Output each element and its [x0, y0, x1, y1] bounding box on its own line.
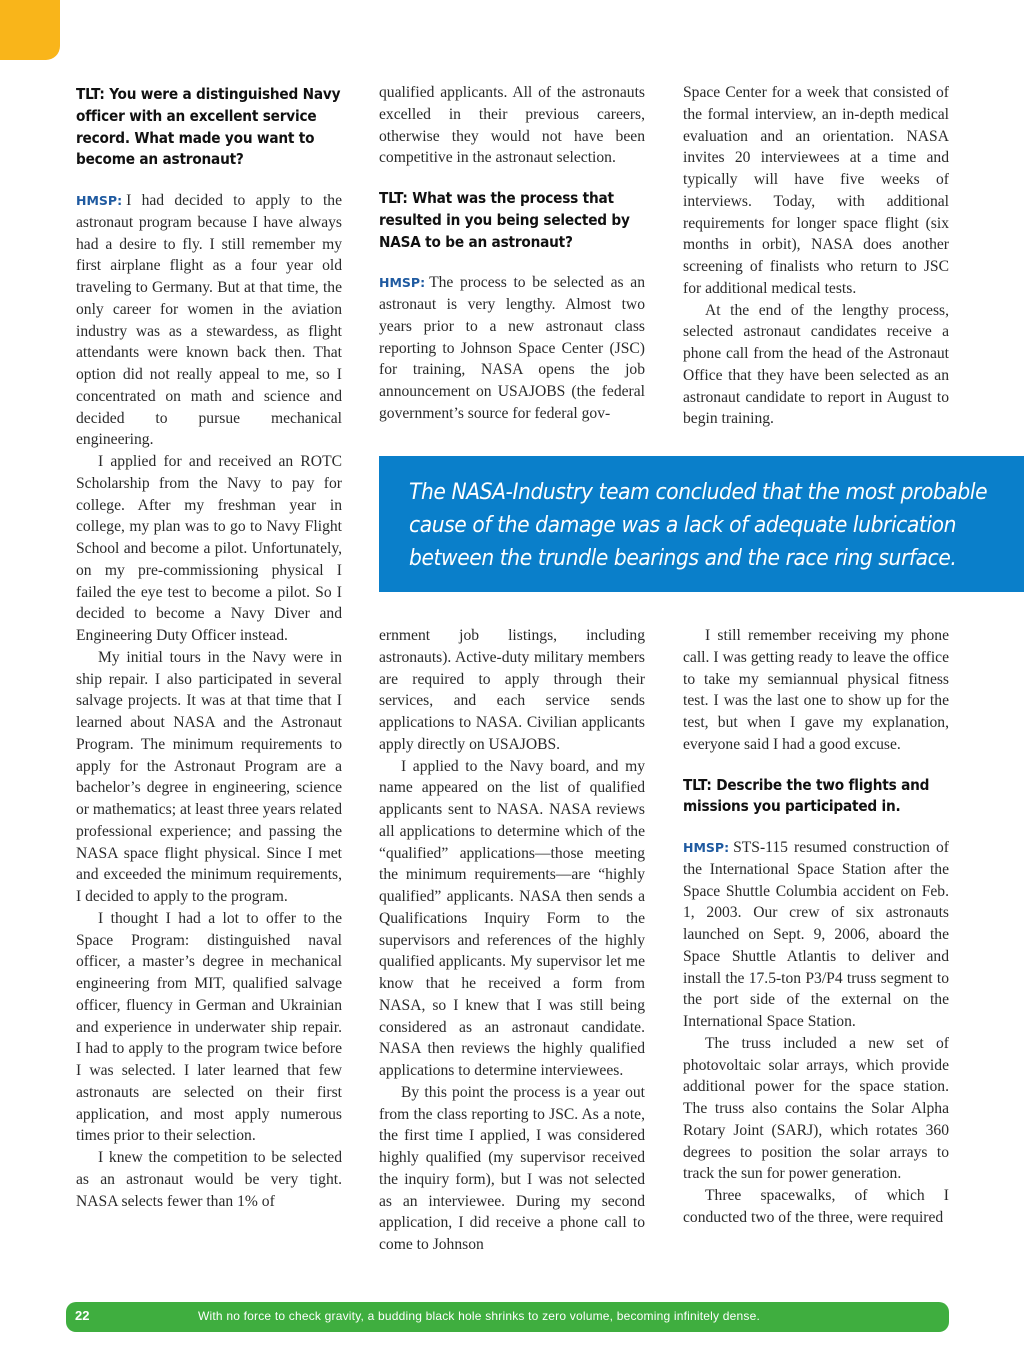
body-paragraph: I knew the competition to be selected as an astronaut would be very tight. NASA selects fewer than 1% of	[76, 1149, 342, 1210]
body-paragraph: At the end of the lengthy process, selected astronaut candidates receive a phone call from the head of the Astronaut Office that they have been selected as an astronaut candidate to report in August to begin training.	[683, 301, 949, 428]
body-paragraph: I applied to the Navy board, and my name appeared on the list of qualified applicants sent to NASA. NASA reviews all applications to determine which of the “qualified” applications—those meeting the minimum requirements—are “highly qualified” applicants. NASA then sends a Qualifications Inquiry Form to the supervisors and references of the highly qualified applicants. My supervisor let me know that he received a form from NASA, so I knew that I was still being considered as an astronaut candidate. NASA then reviews the highly qualified applications to determine interviewees.	[379, 757, 645, 1079]
body-paragraph: Space Center for a week that consisted of the formal interview, an in-depth medical evaluation and an orientation. NASA invites 20 interviewees at a time and typically will have five weeks of interviews. Today, with additional requirements for longer space flight (six months in orbit), NASA does another screening of finalists who return to JSC for additional medical tests.	[683, 84, 949, 297]
speaker-label: HMSP:	[683, 840, 730, 855]
body-paragraph: I still remember receiving my phone call. I was getting ready to leave the office to take my semiannual physical fitness test. I was the last one to show up for the test, but when I gave my explanation, everyone said I had a good excuse.	[683, 627, 949, 753]
body-paragraph: My initial tours in the Navy were in ship repair. I also participated in several salvage projects. It was at that time that I learned about NASA and the Astronaut Program. The minimum requirements to apply for the Astronaut Program are a bachelor’s degree in engineering, science or mathematics; at least three years related professional experience; and passing the NASA space flight physical. Since I met and exceeded the minimum requirements, I decided to apply to the program.	[76, 648, 342, 905]
column-3-bottom	[683, 625, 949, 1229]
question-heading: TLT: You were a distinguished Navy officer with an excellent service record. What made you want to become an astronaut?	[76, 85, 341, 169]
body-paragraph: ernment job listings, including astronauts). Active-duty military members are required to apply through their services, and each service sends applications to NASA. Civilian applicants apply directly on USAJOBS.	[379, 627, 645, 753]
answer-paragraph	[683, 837, 949, 1033]
answer-paragraph	[379, 272, 645, 424]
answer-paragraph	[76, 190, 342, 451]
answer-text: STS-115 resumed construction of the International Space Station after the Space Shuttle Columbia accident on Feb. 1, 2003. Our crew of six astronauts launched on Sept. 9, 2006, aboard the Space Shuttle Atlantis to deliver and install the 17.5-ton P3/P4 truss segment to the port side of the external on the International Space Station.	[683, 839, 949, 1030]
column-3-top	[683, 82, 949, 430]
body-paragraph: Three spacewalks, of which I conducted two of the three, were required	[683, 1187, 949, 1226]
column-2-top	[379, 82, 645, 425]
question-heading: TLT: What was the process that resulted in you being selected by NASA to be an astronaut?	[379, 189, 630, 251]
corner-tab-decoration	[0, 0, 60, 60]
pull-quote: The NASA-Industry team concluded that the most probable cause of the damage was a lack of adequate lubrication between the trundle bearings and the race ring surface.	[379, 456, 1024, 592]
body-paragraph: qualified applicants. All of the astronauts excelled in their previous careers, otherwise they would not have been competitive in the astronaut selection.	[379, 84, 645, 167]
speaker-label: HMSP:	[379, 275, 426, 291]
column-1	[76, 84, 342, 1212]
body-paragraph: I applied for and received an ROTC Scholarship from the Navy to pay for college. After my freshman year in college, my plan was to go to Navy Flight School and become a pilot. Unfortunately, on my pre-commissioning physical I failed the eye test to become a pilot. So I decided to become a Navy Diver and Engineering Duty Officer instead.	[76, 453, 342, 644]
answer-text: The process to be selected as an astronaut is very lengthy. Almost two years prior to a new astronaut class reporting to Johnson Space Center (JSC) for training, NASA opens the job announcement on USAJOBS (the federal government’s source for federal gov-	[379, 274, 645, 422]
body-paragraph: I thought I had a lot to offer to the Space Program: distinguished naval officer, a master’s degree in mechanical engineering from MIT, qualified salvage officer, fluency in German and Ukrainian and experience in underwater ship repair. I had to apply to the program twice before I was selected. I later learned that few astronauts are selected on their first application, and most apply numerous times prior to their selection.	[76, 909, 342, 1145]
answer-text: I had decided to apply to the astronaut program because I have always had a desire to fly. I still remember my first airplane flight as a four year old traveling to Germany. But at that time, the only career for women in the aviation industry was as a stewardess, as flight attendants were known back then. That option did not really appeal to me, so I concentrated on math and science and decided to pursue mechanical engineering.	[76, 192, 342, 449]
question-heading: TLT: Describe the two flights and missions you participated in.	[683, 775, 930, 816]
column-2-bottom	[379, 625, 645, 1256]
body-paragraph: The truss included a new set of photovoltaic solar arrays, which provide additional power for the space station. The truss also contains the Solar Alpha Rotary Joint (SARJ), which rotates 360 degrees to position the solar arrays to track the sun for power generation.	[683, 1034, 949, 1183]
footer-bar	[66, 1302, 949, 1332]
body-paragraph: By this point the process is a year out from the class reporting to JSC. As a note, the first time I applied, I was considered highly qualified (my supervisor received the inquiry form), but I was not selected as an interviewee. During my second application, I did receive a phone call to come to Johnson	[379, 1083, 645, 1253]
page-number: 22	[75, 1308, 90, 1323]
speaker-label: HMSP:	[76, 193, 123, 208]
footer-fact: With no force to check gravity, a budding black hole shrinks to zero volume, becoming infinitely dense.	[198, 1309, 760, 1323]
